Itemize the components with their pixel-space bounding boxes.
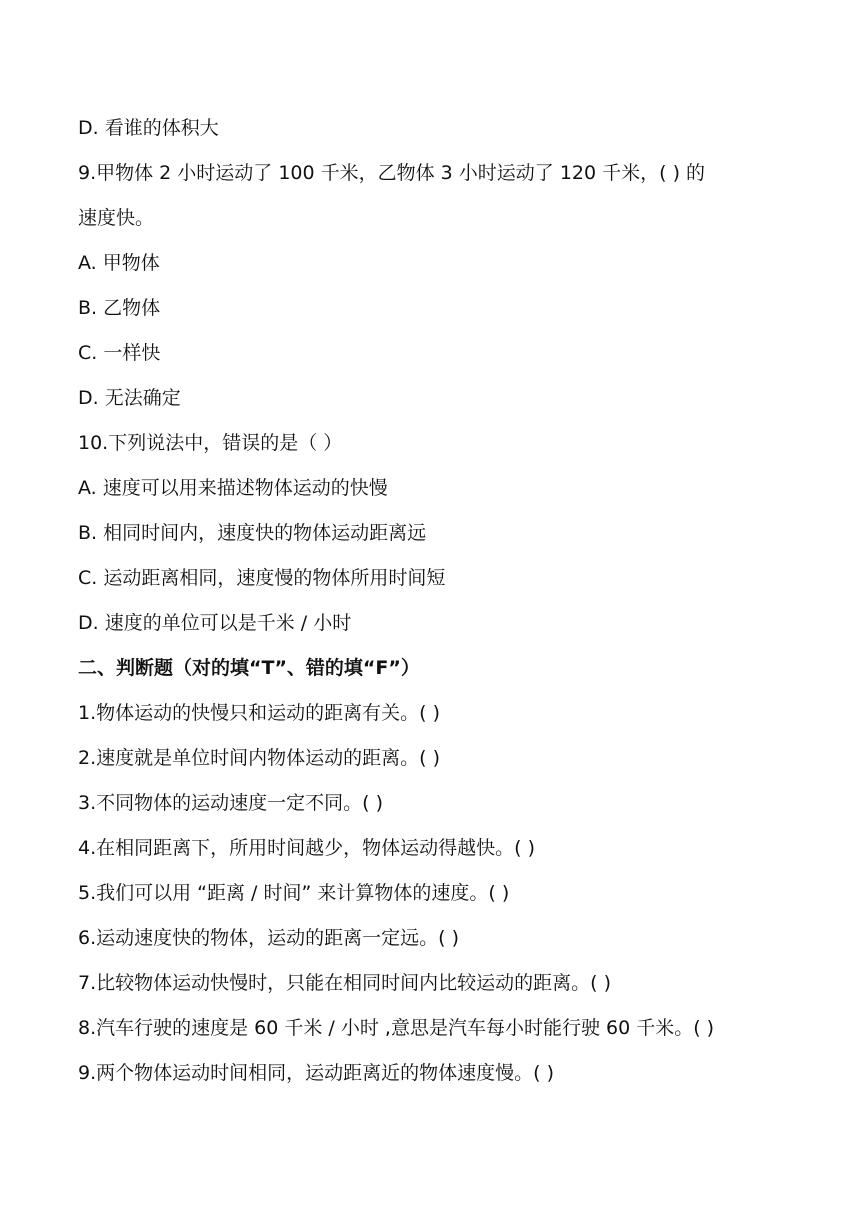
tf-item-4: 4.在相同距离下，所用时间越少，物体运动得越快。( ) (78, 837, 535, 859)
q10-option-c: C. 运动距离相同，速度慢的物体所用时间短 (78, 567, 446, 589)
q10-option-b: B. 相同时间内，速度快的物体运动距离远 (78, 522, 427, 544)
tf-item-5: 5.我们可以用 “距离 / 时间” 来计算物体的速度。( ) (78, 882, 510, 904)
tf-item-6: 6.运动速度快的物体，运动的距离一定远。( ) (78, 927, 459, 949)
tf-item-2: 2.速度就是单位时间内物体运动的距离。( ) (78, 747, 440, 769)
q9-stem-continued: 速度快。 (78, 207, 155, 229)
q10-option-d: D. 速度的单位可以是千米 / 小时 (78, 612, 352, 634)
q10-stem: 10.下列说法中，错误的是（ ） (78, 432, 343, 454)
q9-option-d: D. 无法确定 (78, 387, 181, 409)
tf-item-7: 7.比较物体运动快慢时，只能在相同时间内比较运动的距离。( ) (78, 972, 611, 994)
tf-item-9: 9.两个物体运动时间相同，运动距离近的物体速度慢。( ) (78, 1062, 554, 1084)
q9-option-b: B. 乙物体 (78, 297, 161, 319)
tf-item-8: 8.汽车行驶的速度是 60 千米 / 小时 ,意思是汽车每小时能行驶 60 千米。( ) (78, 1017, 715, 1039)
q9-option-a: A. 甲物体 (78, 252, 160, 274)
q9-stem: 9.甲物体 2 小时运动了 100 千米，乙物体 3 小时运动了 120 千米，( ) 的 (78, 162, 706, 184)
section-heading-true-false: 二、判断题（对的填“T”、错的填“F”） (78, 657, 420, 679)
tf-item-1: 1.物体运动的快慢只和运动的距离有关。( ) (78, 702, 440, 724)
q8-option-d: D. 看谁的体积大 (78, 117, 219, 139)
q10-option-a: A. 速度可以用来描述物体运动的快慢 (78, 477, 388, 499)
q9-option-c: C. 一样快 (78, 342, 161, 364)
tf-item-3: 3.不同物体的运动速度一定不同。( ) (78, 792, 383, 814)
